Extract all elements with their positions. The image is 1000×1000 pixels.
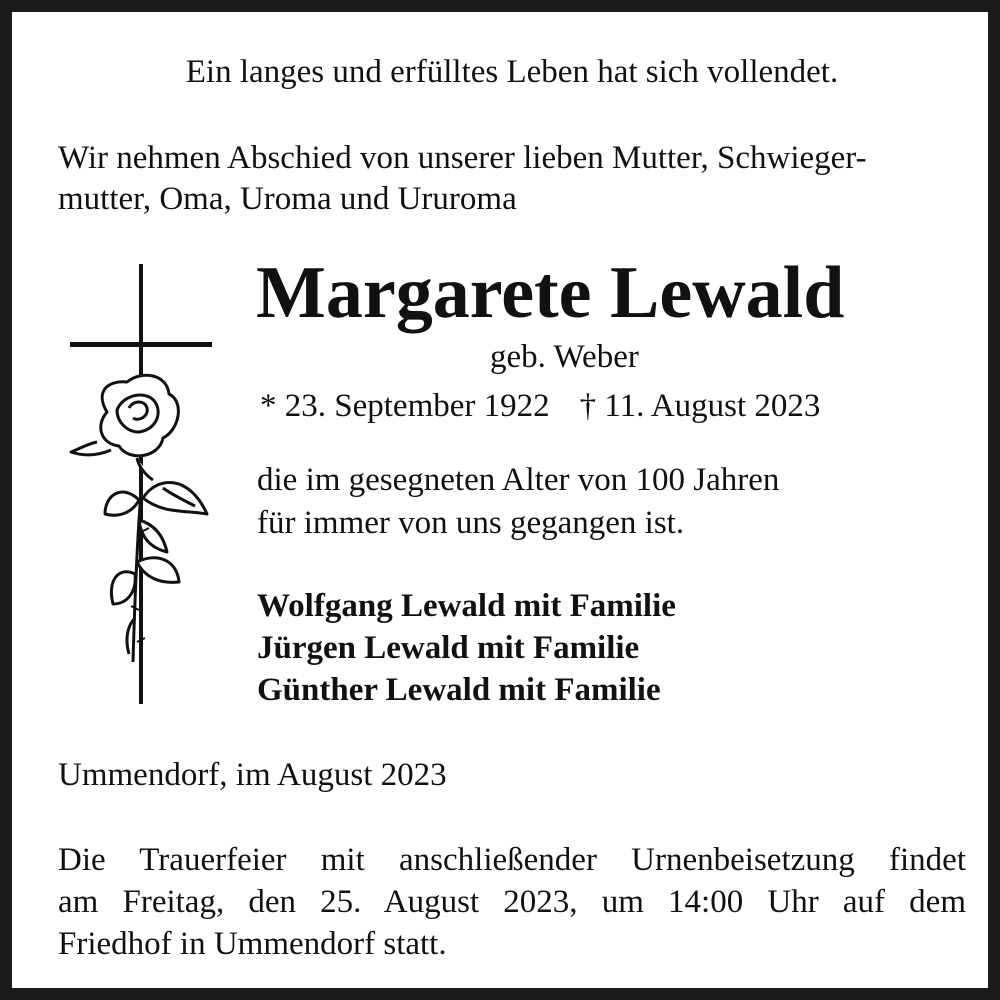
farewell-line-2: mutter, Oma, Uroma und Ururoma [58, 181, 517, 217]
service-line-1: Die Trauerfeier mit anschließender Urnenbeisetzung findet [58, 842, 966, 878]
birth-date: * 23. September 1922 [260, 388, 550, 424]
mourner-3: Günther Lewald mit Familie [257, 672, 661, 708]
death-date: † 11. August 2023 [579, 388, 821, 424]
age-line-2: für immer von uns gegangen ist. [257, 505, 685, 541]
life-dates [260, 386, 820, 426]
service-line-2: am Freitag, den 25. August 2023, um 14:00 Uhr auf dem [58, 884, 966, 920]
birth-name: geb. Weber [490, 339, 639, 375]
mourner-1: Wolfgang Lewald mit Familie [257, 588, 676, 624]
intro-line: Ein langes und erfülltes Leben hat sich vollendet. [185, 54, 839, 90]
age-line-1: die im gesegneten Alter von 100 Jahren [257, 462, 780, 498]
mourner-2: Jürgen Lewald mit Familie [257, 630, 640, 666]
cross-with-rose-icon [67, 262, 217, 707]
place-and-date: Ummendorf, im August 2023 [58, 757, 447, 793]
service-line-3: Friedhof in Ummendorf statt. [58, 926, 447, 962]
deceased-name: Margarete Lewald [256, 252, 845, 334]
farewell-line-1: Wir nehmen Abschied von unserer lieben Mutter, Schwieger- [58, 140, 867, 176]
